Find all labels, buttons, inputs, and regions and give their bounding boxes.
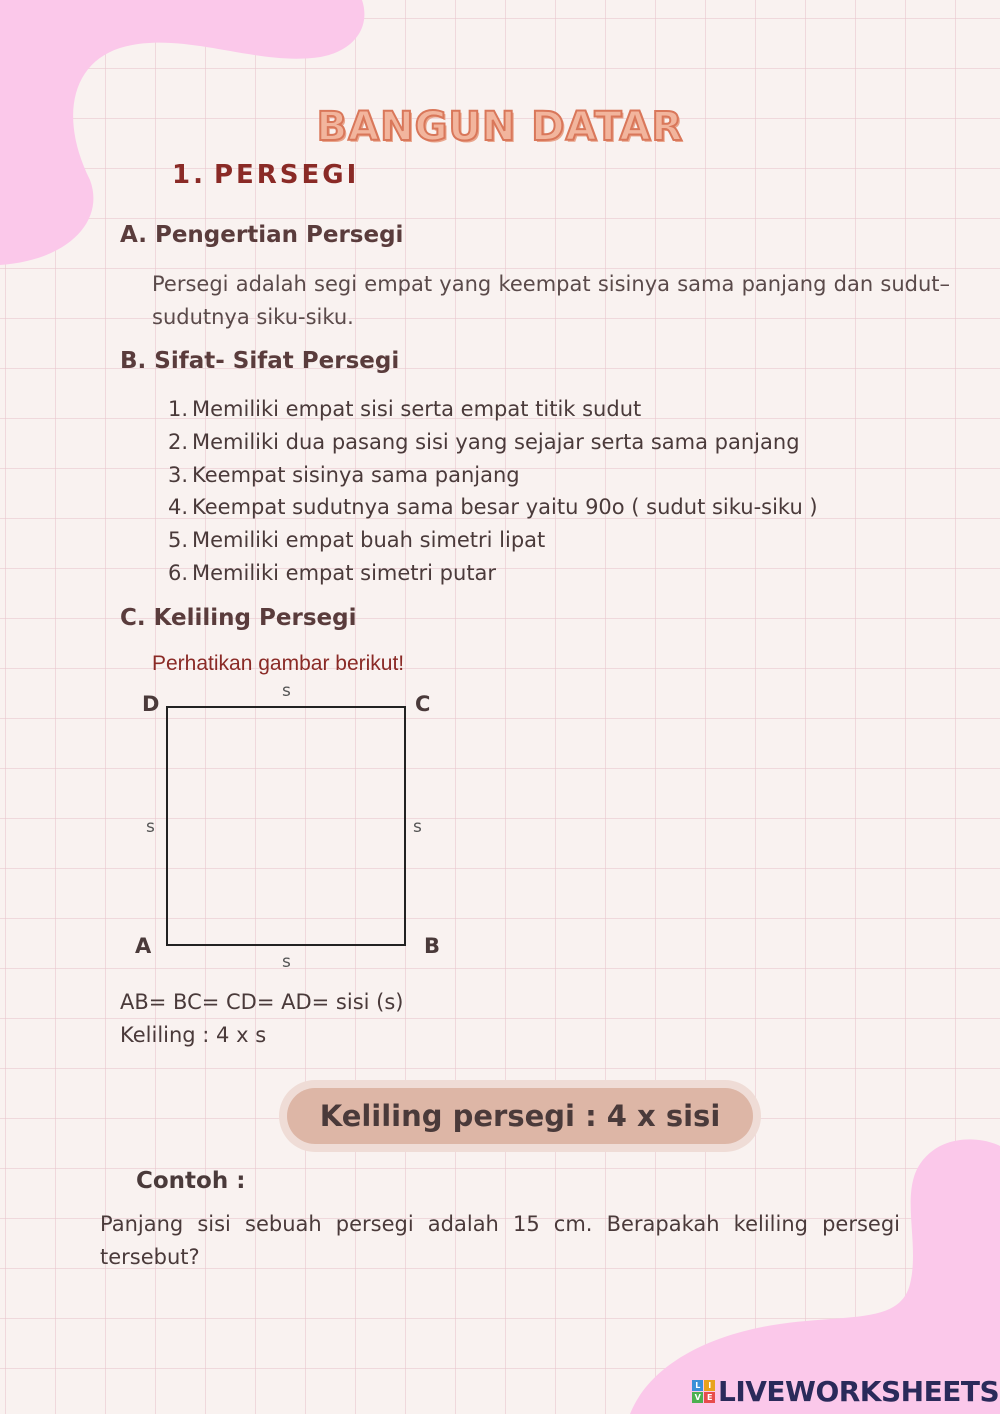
- section-number: 1.: [172, 160, 206, 190]
- vertex-d-label: D: [142, 692, 160, 716]
- list-item: 3. Keempat sisinya sama panjang: [168, 462, 520, 487]
- liveworksheets-logo-icon: L I V E: [692, 1380, 715, 1403]
- heading-keliling: C. Keliling Persegi: [120, 605, 357, 631]
- section-title: [172, 160, 359, 190]
- liveworksheets-wordmark: LIVEWORKSHEETS: [718, 1374, 1000, 1408]
- list-item: 6. Memiliki empat simetri putar: [168, 560, 497, 585]
- vertex-a-label: A: [135, 934, 152, 958]
- section-name: PERSEGI: [213, 160, 360, 190]
- list-item: 4. Keempat sudutnya sama besar yaitu 90o ( sudut siku-siku ): [168, 495, 818, 520]
- formula-highlight-box: [279, 1080, 761, 1152]
- list-item: 2. Memiliki dua pasang sisi yang sejajar serta sama panjang: [168, 429, 800, 454]
- side-label-top: s: [282, 681, 291, 701]
- example-heading: Contoh :: [136, 1168, 246, 1194]
- heading-sifat: B. Sifat- Sifat Persegi: [120, 348, 400, 374]
- side-label-bottom: s: [282, 952, 291, 972]
- list-item: 5. Memiliki empat buah simetri lipat: [168, 528, 546, 553]
- keliling-formula: Keliling : 4 x s: [120, 1023, 267, 1047]
- side-label-right: s: [413, 817, 422, 837]
- definition-text: Persegi adalah segi empat yang keempat sisinya sama panjang dan sudut–sudutnya siku-siku.: [152, 272, 950, 329]
- formula-highlight-text: Keliling persegi : 4 x sisi: [287, 1088, 753, 1144]
- vertex-c-label: C: [415, 692, 431, 716]
- side-label-left: s: [146, 817, 155, 837]
- main-title: BANGUN DATAR: [316, 104, 684, 150]
- instruction-note: Perhatikan gambar berikut!: [152, 652, 405, 675]
- list-item: 1. Memiliki empat sisi serta empat titik sudut: [168, 397, 642, 421]
- equal-sides-formula: AB= BC= CD= AD= sisi (s): [120, 990, 404, 1014]
- square-diagram: [166, 706, 406, 946]
- liveworksheets-logo: [692, 1374, 999, 1408]
- example-question: Panjang sisi sebuah persegi adalah 15 cm. Berapakah keliling persegi tersebut?: [100, 1212, 900, 1269]
- heading-pengertian: A. Pengertian Persegi: [120, 222, 404, 248]
- properties-list: [168, 393, 818, 590]
- vertex-b-label: B: [424, 934, 441, 958]
